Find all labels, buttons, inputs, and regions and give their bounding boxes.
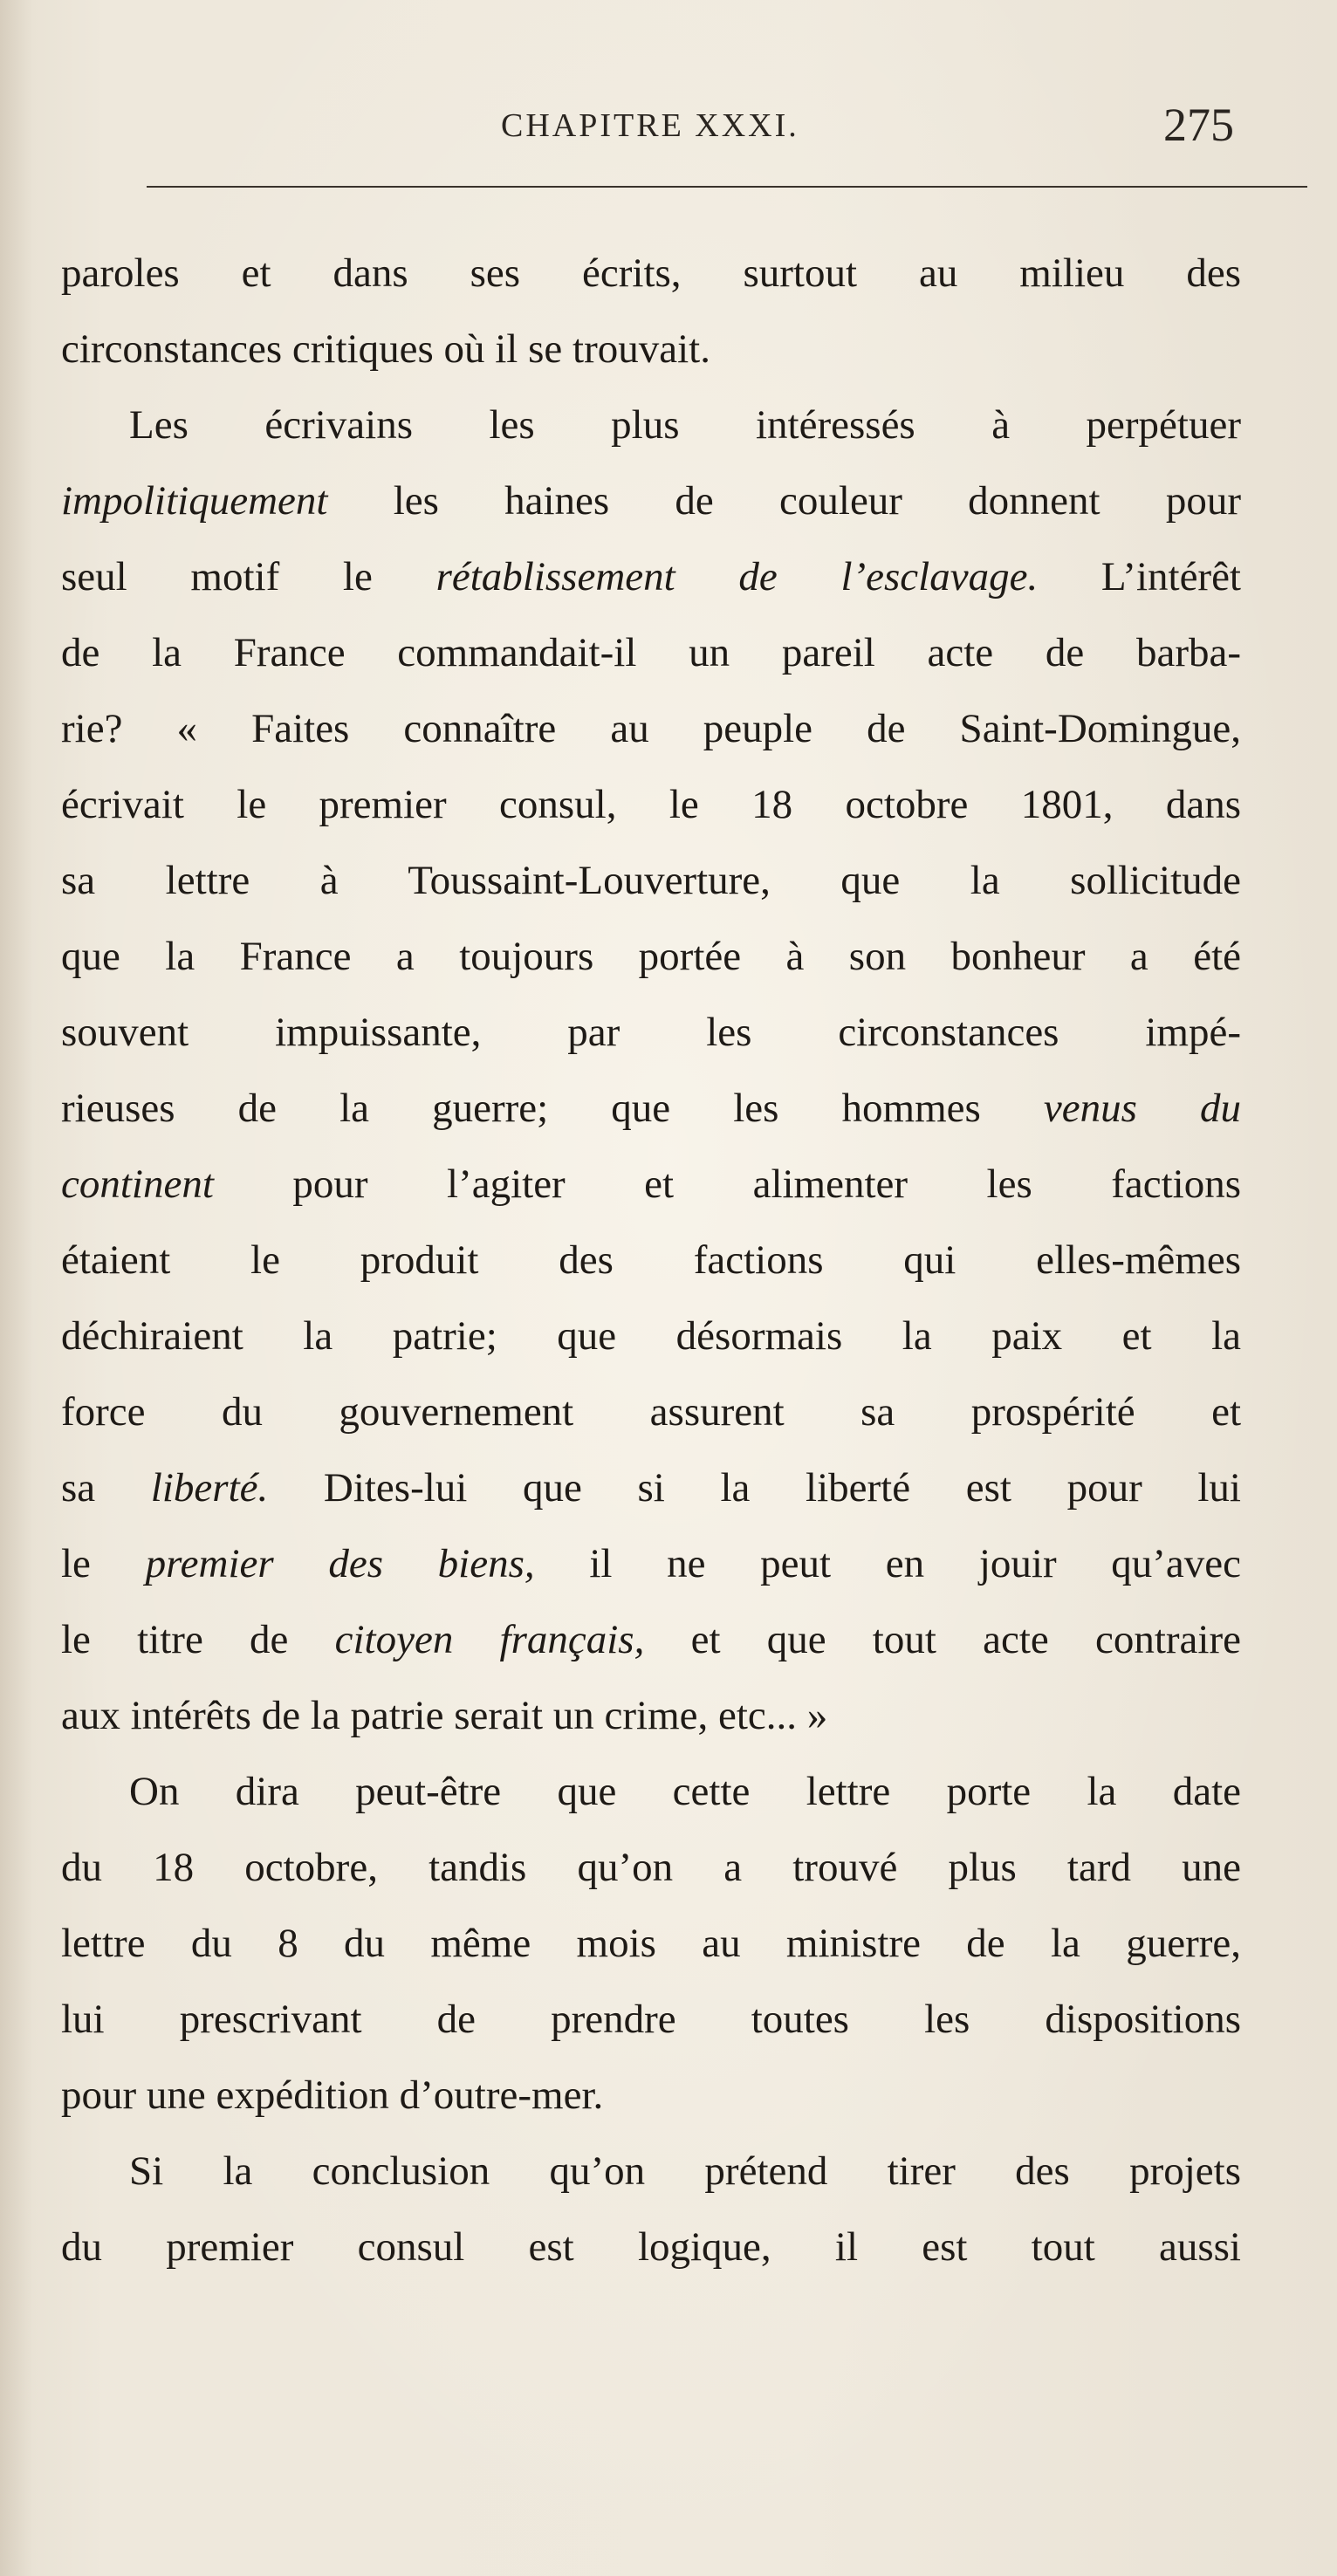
text-line (61, 1071, 1241, 1147)
running-title: CHAPITRE XXXI. (501, 107, 799, 144)
text-line (61, 691, 1241, 767)
body-text (61, 236, 1241, 2285)
italic-text: continent (61, 1161, 214, 1207)
italic-text: venus du (1043, 1086, 1241, 1131)
text-segment: seul motif le (61, 554, 436, 599)
text-line (61, 843, 1241, 919)
text-line (61, 1678, 1241, 1754)
text-line (61, 1754, 1241, 1830)
page-header (73, 87, 1234, 175)
text-segment: le (61, 1541, 146, 1586)
text-segment: de la France commandait-il un pareil acte de barba- (61, 630, 1241, 675)
text-line (61, 2134, 1241, 2209)
text-segment: le titre de (61, 1617, 335, 1662)
text-segment: déchiraient la patrie; que désormais la paix et la (61, 1313, 1241, 1359)
text-segment: écrivait le premier consul, le 18 octobre 1801, dans (61, 782, 1241, 827)
text-line (61, 1982, 1241, 2058)
italic-text: impolitiquement (61, 478, 328, 524)
text-segment: pour l’agiter et alimenter les factions (213, 1161, 1241, 1207)
text-line (61, 312, 1241, 387)
text-segment: paroles et dans ses écrits, surtout au milieu des (61, 250, 1241, 296)
text-line (61, 1223, 1241, 1298)
text-segment: du 18 octobre, tandis qu’on a trouvé plus tard une (61, 1845, 1241, 1890)
text-line (61, 1298, 1241, 1374)
text-line (61, 995, 1241, 1071)
text-segment: L’intérêt (1038, 554, 1241, 599)
text-segment: sa lettre à Toussaint-Louverture, que la sollicitude (61, 858, 1241, 903)
text-segment: il ne peut en jouir qu’avec (534, 1541, 1242, 1586)
text-line (61, 1374, 1241, 1450)
italic-text: premier des biens, (145, 1541, 535, 1586)
page-number: 275 (1163, 99, 1234, 151)
text-line (61, 236, 1241, 312)
text-line (61, 1830, 1241, 1906)
text-segment: force du gouvernement assurent sa prospérité et (61, 1389, 1241, 1435)
text-segment: et que tout acte contraire (644, 1617, 1241, 1662)
text-line (61, 1906, 1241, 1982)
text-line (61, 2058, 1241, 2134)
text-line (61, 767, 1241, 843)
text-segment: Dites-lui que si la liberté est pour lui (268, 1465, 1241, 1511)
text-segment: Si la conclusion qu’on prétend tirer des projets (129, 2148, 1241, 2194)
text-segment: du premier consul est logique, il est tout aussi (61, 2224, 1241, 2270)
text-segment: Les écrivains les plus intéressés à perpétuer (129, 402, 1241, 448)
text-segment: circonstances critiques où il se trouvait. (61, 326, 710, 372)
italic-text: rétablissement de l’esclavage. (435, 554, 1039, 599)
text-segment: les haines de couleur donnent pour (327, 478, 1241, 524)
text-segment: rie? « Faites connaître au peuple de Saint-Domingue, (61, 706, 1241, 751)
text-segment: lui prescrivant de prendre toutes les dispositions (61, 1997, 1241, 2042)
text-segment: rieuses de la guerre; que les hommes (61, 1086, 1044, 1131)
italic-text: citoyen français, (334, 1617, 645, 1662)
text-segment: étaient le produit des factions qui elles-mêmes (61, 1237, 1241, 1283)
text-line (61, 2209, 1241, 2285)
italic-text: liberté. (150, 1465, 269, 1511)
text-segment: que la France a toujours portée à son bonheur a été (61, 934, 1241, 979)
text-line (61, 463, 1241, 539)
header-rule (147, 186, 1307, 188)
text-line (61, 1526, 1241, 1602)
text-segment: sa (61, 1465, 151, 1511)
text-line (61, 1450, 1241, 1526)
text-line (61, 387, 1241, 463)
text-segment: pour une expédition d’outre-mer. (61, 2072, 604, 2118)
text-line (61, 1147, 1241, 1223)
text-segment: On dira peut-être que cette lettre porte la date (129, 1769, 1241, 1814)
text-line (61, 539, 1241, 615)
text-line (61, 919, 1241, 995)
text-segment: aux intérêts de la patrie serait un crime, etc... » (61, 1693, 828, 1738)
text-line (61, 1602, 1241, 1678)
text-segment: lettre du 8 du même mois au ministre de la guerre, (61, 1921, 1241, 1966)
text-line (61, 615, 1241, 691)
text-segment: souvent impuissante, par les circonstances impé- (61, 1010, 1241, 1055)
